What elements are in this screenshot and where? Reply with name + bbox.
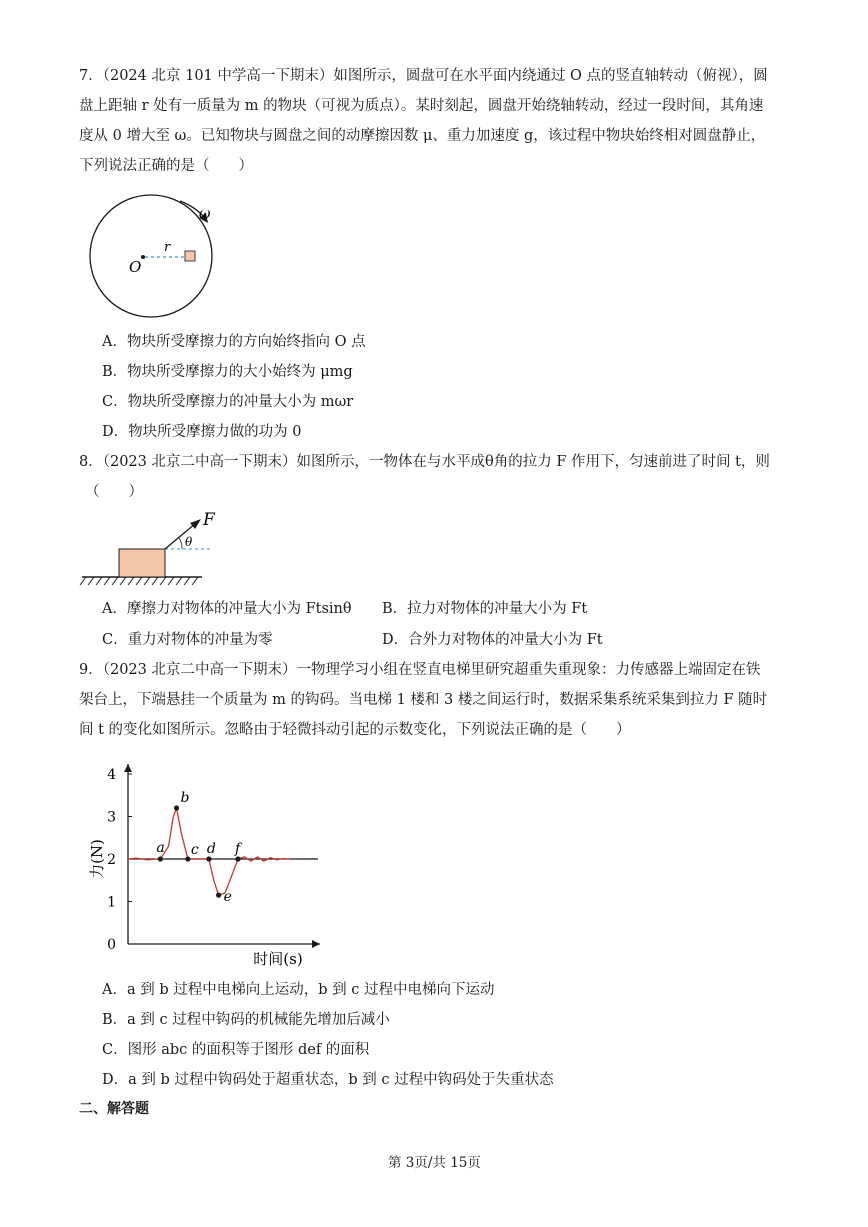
q7-option-b: B．物块所受摩擦力的大小始终为 μmg bbox=[102, 364, 353, 380]
point-label-f: f bbox=[235, 841, 241, 857]
q8-figure-block bbox=[78, 507, 218, 587]
y-tick-label: 3 bbox=[107, 809, 116, 826]
q8-option-b: B．拉力对物体的冲量大小为 Ft bbox=[382, 601, 588, 617]
q7-line-1: 7．（2024 北京 101 中学高一下期末）如图所示，圆盘可在水平面内绕通过 O 点的竖直轴转动（俯视），圆 bbox=[79, 68, 768, 84]
x-axis-label: 时间(s) bbox=[253, 950, 303, 968]
q8-option-d: D．合外力对物体的冲量大小为 Ft bbox=[382, 632, 603, 648]
q8-line-2: （ ） bbox=[85, 484, 143, 500]
omega-label: ω bbox=[199, 206, 211, 222]
q7-line-3: 度从 0 增大至 ω。已知物块与圆盘之间的动摩擦因数 μ、重力加速度 g，该过程中物块始终相对圆盘静止， bbox=[79, 128, 766, 144]
q7-option-c: C．物块所受摩擦力的冲量大小为 mωr bbox=[102, 394, 354, 410]
q9-line-2: 架台上，下端悬挂一个质量为 m 的钩码。当电梯 1 楼和 3 楼之间运行时，数据采集系统采集到拉力 F 随时 bbox=[79, 692, 768, 708]
y-tick-label: 1 bbox=[107, 894, 116, 911]
force-time-chart bbox=[82, 752, 342, 972]
point-label-c: c bbox=[190, 842, 199, 858]
q9-line-1: 9．（2023 北京二中高一下期末）一物理学习小组在竖直电梯里研究超重失重现象：力传感器上端固定在铁 bbox=[79, 662, 761, 678]
q7-option-d: D．物块所受摩擦力做的功为 0 bbox=[102, 424, 302, 440]
point-e bbox=[216, 893, 221, 898]
point-c bbox=[185, 856, 190, 861]
O-label: O bbox=[129, 258, 142, 276]
q9-line-3: 间 t 的变化如图所示。忽略由于轻微抖动引起的示数变化，下列说法正确的是（ ） bbox=[79, 722, 631, 738]
q8-line-1: 8．（2023 北京二中高一下期末）如图所示，一物体在与水平成θ角的拉力 F 作用下，匀速前进了时间 t，则 bbox=[79, 454, 770, 470]
point-f bbox=[235, 856, 240, 861]
y-axis-arrow bbox=[124, 764, 132, 772]
x-axis-arrow bbox=[312, 940, 320, 948]
point-b bbox=[174, 805, 179, 810]
q9-option-a: A．a 到 b 过程中电梯向上运动，b 到 c 过程中电梯向下运动 bbox=[102, 982, 495, 998]
y-tick-label: 4 bbox=[107, 767, 116, 783]
r-label: r bbox=[164, 240, 171, 255]
q7-figure-disc bbox=[75, 190, 255, 350]
q8-option-c: C．重力对物体的冲量为零 bbox=[102, 632, 273, 648]
q8-option-a: A．摩擦力对物体的冲量大小为 Ftsinθ bbox=[102, 601, 352, 617]
point-a bbox=[158, 856, 163, 861]
point-d bbox=[206, 856, 211, 861]
F-label: F bbox=[203, 510, 215, 530]
q9-option-b: B．a 到 c 过程中钩码的机械能先增加后减小 bbox=[102, 1012, 390, 1028]
y-tick-label: 0 bbox=[107, 937, 116, 953]
q7-line-2: 盘上距轴 r 处有一质量为 m 的物块（可视为质点）。某时刻起，圆盘开始绕轴转动，经过一段时间，其角速 bbox=[79, 98, 764, 114]
point-label-a: a bbox=[156, 840, 165, 856]
point-label-d: d bbox=[206, 841, 216, 857]
theta-label: θ bbox=[185, 535, 193, 549]
q9-option-d: D．a 到 b 过程中钩码处于超重状态，b 到 c 过程中钩码处于失重状态 bbox=[102, 1072, 554, 1088]
y-tick-label: 2 bbox=[107, 852, 116, 868]
point-label-b: b bbox=[180, 790, 190, 806]
q7-option-a: A．物块所受摩擦力的方向始终指向 O 点 bbox=[102, 334, 366, 350]
q7-line-4: 下列说法正确的是（ ） bbox=[79, 158, 253, 174]
y-axis-label: 力(N) bbox=[88, 839, 106, 879]
section-heading: 二、解答题 bbox=[79, 1101, 149, 1117]
q9-option-c: C．图形 abc 的面积等于图形 def 的面积 bbox=[102, 1042, 370, 1058]
page-footer: 第 3页/共 15页 bbox=[388, 1155, 481, 1171]
point-label-e: e bbox=[223, 889, 232, 906]
